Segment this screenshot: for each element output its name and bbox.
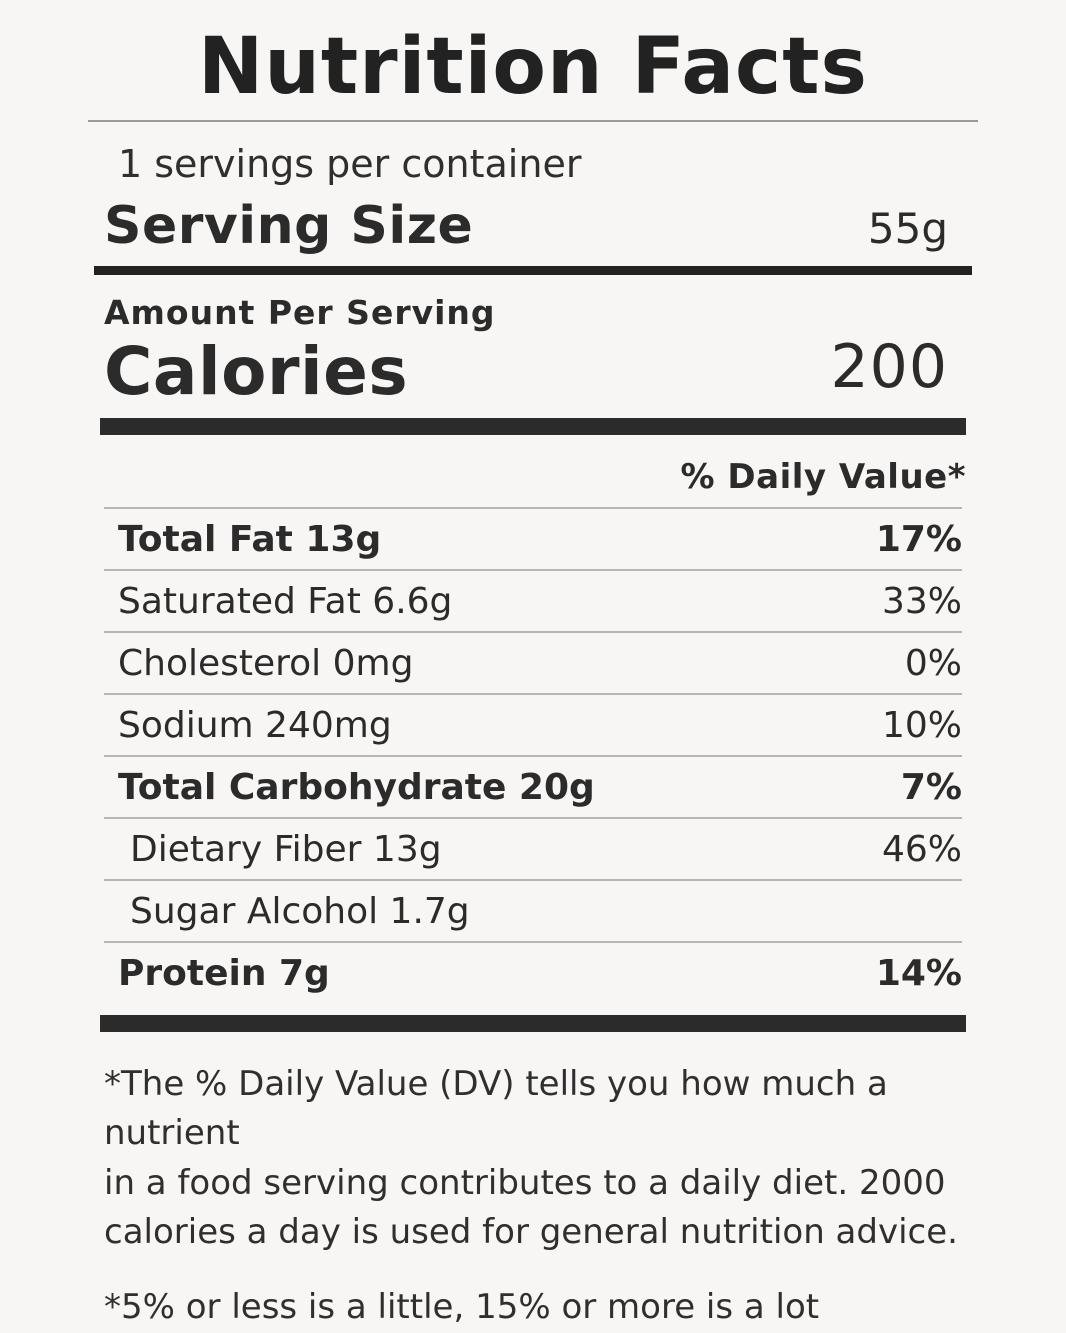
serving-size-value: 55g	[867, 204, 948, 253]
table-row	[0, 571, 1066, 631]
nutrient-value: 7%	[900, 767, 962, 808]
nutrient-name: Dietary Fiber 13g	[130, 829, 442, 870]
nutrient-value: 10%	[881, 705, 962, 746]
table-row	[0, 881, 1066, 941]
serving-size-row	[0, 186, 1066, 256]
footnote-dv-line1: *The % Daily Value (DV) tells you how much a nutrient	[104, 1064, 888, 1154]
page-title: Nutrition Facts	[198, 22, 868, 112]
nutrient-value: 14%	[875, 953, 962, 994]
nutrient-rows	[0, 509, 1066, 1003]
calories-value: 200	[830, 332, 948, 402]
daily-value-header: % Daily Value*	[680, 457, 966, 497]
calories-label: Calories	[104, 332, 409, 410]
nutrient-value: 33%	[881, 581, 962, 622]
nutrient-name: Sugar Alcohol 1.7g	[130, 891, 470, 932]
footnotes	[0, 1032, 1066, 1332]
table-row	[0, 633, 1066, 693]
table-row	[0, 819, 1066, 879]
table-row	[0, 695, 1066, 755]
nutrient-value: 46%	[881, 829, 962, 870]
nutrient-name: Sodium 240mg	[118, 705, 392, 746]
calories-row	[0, 328, 1066, 410]
footer-divider	[100, 1015, 966, 1032]
nutrient-name: Total Fat 13g	[118, 519, 382, 560]
nutrient-name: Saturated Fat 6.6g	[118, 581, 453, 622]
nutrient-name: Protein 7g	[118, 953, 330, 994]
nutrient-name: Total Carbohydrate 20g	[118, 767, 595, 808]
table-row	[0, 757, 1066, 817]
serving-size-label: Serving Size	[104, 196, 474, 256]
calories-divider	[100, 418, 966, 435]
servings-per-container: 1 servings per container	[118, 142, 582, 186]
table-row	[0, 943, 1066, 1003]
table-row	[0, 509, 1066, 569]
nutrient-value: 17%	[875, 519, 962, 560]
nutrient-name: Cholesterol 0mg	[118, 643, 414, 684]
nutrient-value: 0%	[904, 643, 962, 684]
footnote-little-lot: *5% or less is a little, 15% or more is a lot	[104, 1287, 820, 1328]
serving-size-divider	[94, 266, 972, 275]
footnote-dv-line2: in a food serving contributes to a daily diet. 2000 calories a day is used for general nutrition advice.	[104, 1162, 958, 1252]
amount-per-serving-label: Amount Per Serving	[104, 293, 496, 332]
